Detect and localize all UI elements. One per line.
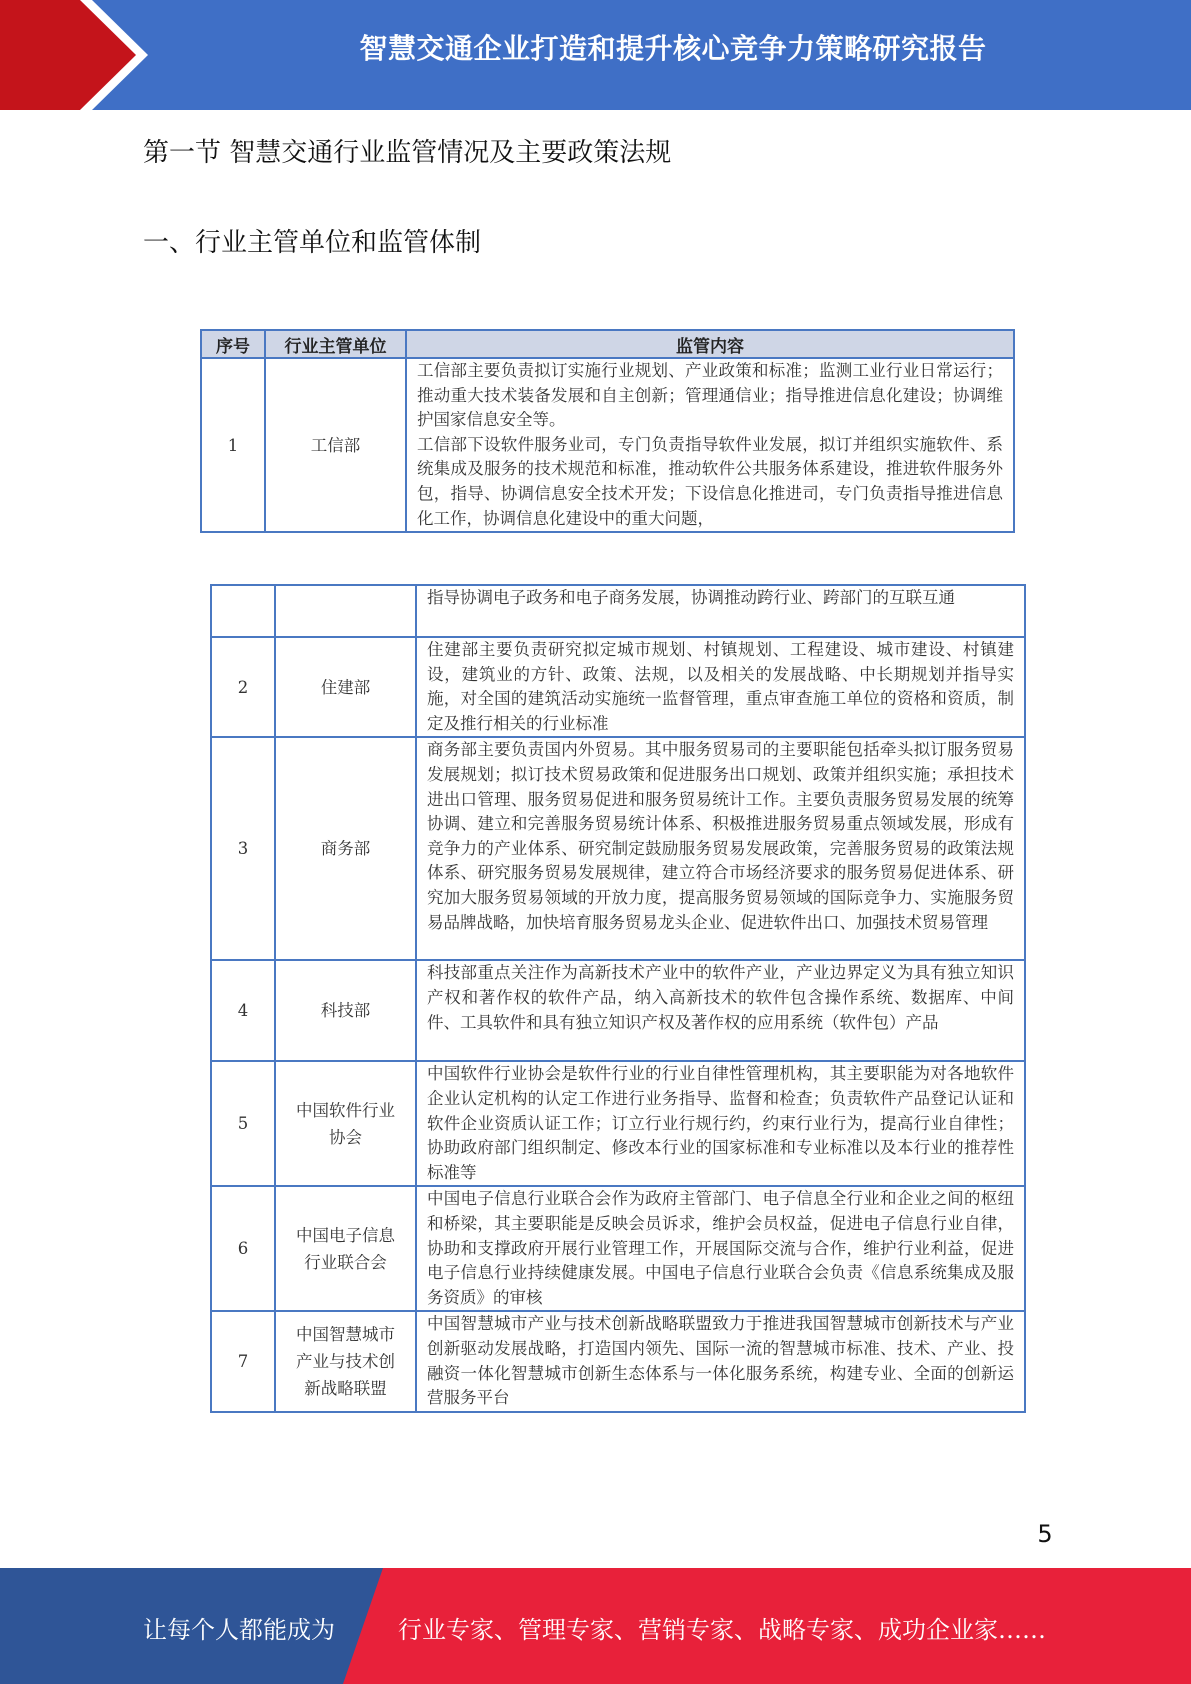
row-number: 1 bbox=[201, 358, 265, 532]
table-row bbox=[211, 737, 1025, 960]
row-number: 7 bbox=[211, 1311, 275, 1411]
table-row bbox=[211, 585, 1025, 637]
regulatory-content: 科技部重点关注作为高新技术产业中的软件产业，产业边界定义为具有独立知识产权和著作权的软件产品，纳入高新技术的软件包含操作系统、数据库、中间件、工具软件和具有独立知识产权及著作权的应用系统（软件包）产品 bbox=[416, 960, 1025, 1061]
row-number bbox=[211, 585, 275, 637]
column-header-number: 序号 bbox=[201, 330, 265, 358]
table-row bbox=[211, 1186, 1025, 1311]
row-number: 6 bbox=[211, 1186, 275, 1311]
page-number: 5 bbox=[1037, 1520, 1053, 1548]
regulator-unit: 中国电子信息行业联合会 bbox=[275, 1186, 416, 1311]
regulator-unit: 商务部 bbox=[275, 737, 416, 960]
report-title: 智慧交通企业打造和提升核心竞争力策略研究报告 bbox=[359, 32, 987, 65]
row-number: 2 bbox=[211, 637, 275, 737]
table-row bbox=[211, 637, 1025, 737]
regulatory-content: 商务部主要负责国内外贸易。其中服务贸易司的主要职能包括牵头拟订服务贸易发展规划；拟订技术贸易政策和促进服务出口规划、政策并组织实施；承担技术进出口管理、服务贸易促进和服务贸易统计工作。主要负责服务贸易发展的统筹协调、建立和完善服务贸易统计体系、积极推进服务贸易重点领域发展，形成有竞争力的产业体系、研究制定鼓励服务贸易发展政策，完善服务贸易的政策法规体系、研究服务贸易发展规律，建立符合市场经济要求的服务贸易促进体系、研究加大服务贸易领域的开放力度，提高服务贸易领域的国际竞争力、实施服务贸易品牌战略，加快培育服务贸易龙头企业、促进软件出口、加强技术贸易管理 bbox=[416, 737, 1025, 960]
sub-section-title: 一、行业主管单位和监管体制 bbox=[143, 228, 482, 258]
column-header-content: 监管内容 bbox=[406, 330, 1014, 358]
row-number: 3 bbox=[211, 737, 275, 960]
regulatory-content: 工信部主要负责拟订实施行业规划、产业政策和标准；监测工业行业日常运行；推动重大技术装备发展和自主创新；管理通信业；指导推进信息化建设；协调维护国家信息安全等。 工信部下设软件服务业司，专门负责指导软件业发展，拟订并组织实施软件、系统集成及服务的技术规范和标准，推动软件公共服务体系建设，推进软件服务外包，指导、协调信息安全技术开发；下设信息化推进司，专门负责指导推进信息化工作，协调信息化建设中的重大问题， bbox=[406, 358, 1014, 532]
table-row bbox=[211, 960, 1025, 1061]
table-row bbox=[211, 1061, 1025, 1186]
regulator-table-part2 bbox=[210, 584, 1026, 1413]
row-number: 5 bbox=[211, 1061, 275, 1186]
regulator-unit: 中国智慧城市产业与技术创新战略联盟 bbox=[275, 1311, 416, 1411]
footer-slogan-left: 让每个人都能成为 bbox=[143, 1616, 335, 1644]
footer-slogan-right: 行业专家、管理专家、营销专家、战略专家、成功企业家…… bbox=[398, 1616, 1046, 1644]
regulatory-content: 中国智慧城市产业与技术创新战略联盟致力于推进我国智慧城市创新技术与产业创新驱动发展战略，打造国内领先、国际一流的智慧城市标准、技术、产业、投融资一体化智慧城市创新生态体系与一体化服务系统，构建专业、全面的创新运营服务平台 bbox=[416, 1311, 1025, 1411]
regulator-unit: 住建部 bbox=[275, 637, 416, 737]
column-header-unit: 行业主管单位 bbox=[265, 330, 406, 358]
table-header-row bbox=[201, 330, 1014, 358]
regulatory-content: 中国软件行业协会是软件行业的行业自律性管理机构，其主要职能为对各地软件企业认定机构的认定工作进行业务指导、监督和检查；负责软件产品登记认证和软件企业资质认证工作；订立行业行规行约，约束行业行为，提高行业自律性；协助政府部门组织制定、修改本行业的国家标准和专业标准以及本行业的推荐性标准等 bbox=[416, 1061, 1025, 1186]
regulator-unit: 工信部 bbox=[265, 358, 406, 532]
header-bar bbox=[0, 0, 1191, 110]
regulatory-content: 指导协调电子政务和电子商务发展，协调推动跨行业、跨部门的互联互通 bbox=[416, 585, 1025, 637]
regulator-unit: 科技部 bbox=[275, 960, 416, 1061]
table-row bbox=[201, 358, 1014, 532]
table-row bbox=[211, 1311, 1025, 1411]
section-title: 第一节 智慧交通行业监管情况及主要政策法规 bbox=[143, 138, 672, 168]
regulator-unit: 中国软件行业协会 bbox=[275, 1061, 416, 1186]
regulator-table-part1 bbox=[200, 329, 1015, 533]
header-arrow-decoration bbox=[0, 0, 160, 110]
regulator-unit bbox=[275, 585, 416, 637]
regulatory-content: 中国电子信息行业联合会作为政府主管部门、电子信息全行业和企业之间的枢纽和桥梁，其主要职能是反映会员诉求，维护会员权益，促进电子信息行业自律，协助和支撑政府开展行业管理工作，开展国际交流与合作，维护行业利益，促进电子信息行业持续健康发展。中国电子信息行业联合会负责《信息系统集成及服务资质》的审核 bbox=[416, 1186, 1025, 1311]
regulatory-content: 住建部主要负责研究拟定城市规划、村镇规划、工程建设、城市建设、村镇建设，建筑业的方针、政策、法规，以及相关的发展战略、中长期规划并指导实施，对全国的建筑活动实施统一监督管理，重点审查施工单位的资格和资质，制定及推行相关的行业标准 bbox=[416, 637, 1025, 737]
row-number: 4 bbox=[211, 960, 275, 1061]
